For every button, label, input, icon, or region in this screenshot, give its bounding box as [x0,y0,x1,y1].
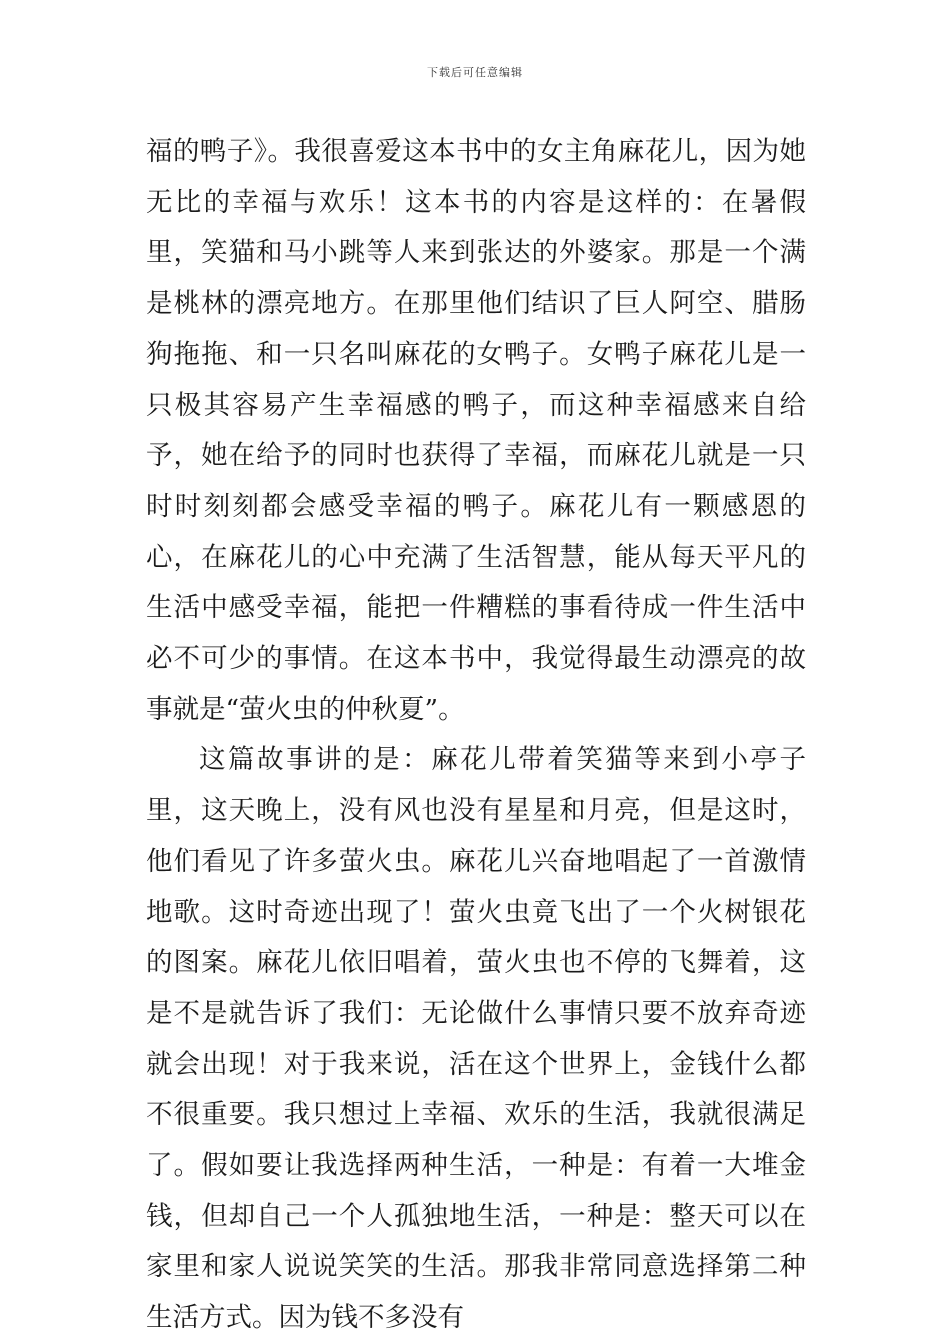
page-header: 下载后可任意编辑 [427,66,523,79]
paragraph-1: 福的鸭子》。我很喜爱这本书中的女主角麻花儿，因为她无比的幸福与欢乐！这本书的内容是这样的：在暑假里，笑猫和马小跳等人来到张达的外婆家。那是一个满是桃林的漂亮地方。在那里他们结识了巨人阿空、腊肠狗拖拖、和一只名叫麻花的女鸭子。女鸭子麻花儿是一只极其容易产生幸福感的鸭子，而这种幸福感来自给予，她在给予的同时也获得了幸福，而麻花儿就是一只时时刻刻都会感受幸福的鸭子。麻花儿有一颗感恩的心，在麻花儿的心中充满了生活智慧，能从每天平凡的生活中感受幸福，能把一件糟糕的事看待成一件生活中必不可少的事情。在这本书中，我觉得最生动漂亮的故事就是“萤火虫的仲秋夏”。 [146,136,806,725]
paragraph-2: 这篇故事讲的是：麻花儿带着笑猫等来到小亭子里，这天晚上，没有风也没有星星和月亮，但是这时，他们看见了许多萤火虫。麻花儿兴奋地唱起了一首激情地歌。这时奇迹出现了！萤火虫竟飞出了一个火树银花的图案。麻花儿依旧唱着，萤火虫也不停的飞舞着，这是不是就告诉了我们：无论做什么事情只要不放弃奇迹就会出现！对于我来说，活在这个世界上，金钱什么都不很重要。我只想过上幸福、欢乐的生活，我就很满足了。假如要让我选择两种生活，一种是：有着一大堆金钱，但却自己一个人孤独地生活，一种是：整天可以在家里和家人说说笑笑的生活。那我非常同意选择第二种生活方式。因为钱不多没有 [146,744,806,1334]
document-body [146,127,806,1344]
